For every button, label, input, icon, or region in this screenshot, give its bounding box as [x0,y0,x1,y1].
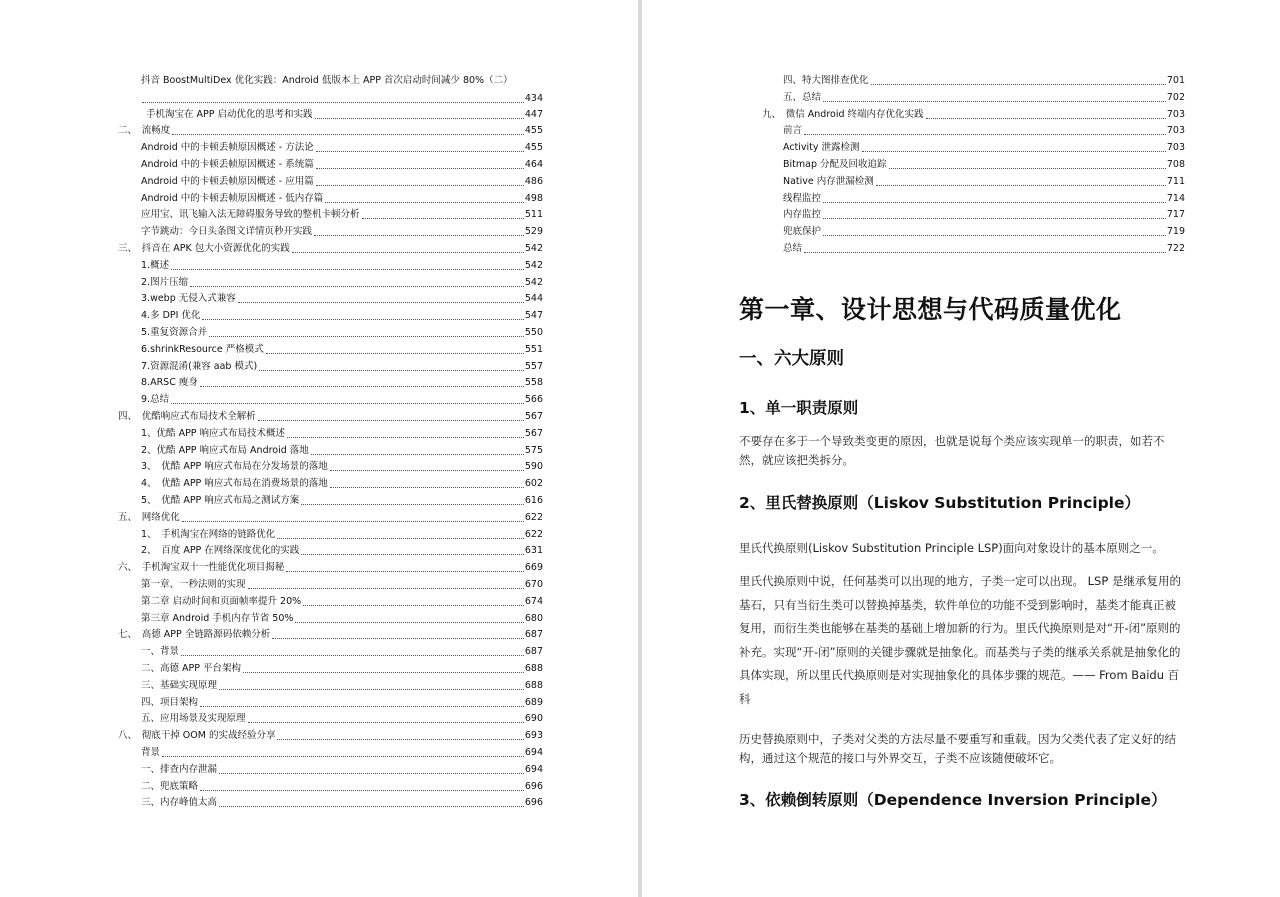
toc-leader-dots [200,705,524,707]
toc-entry-label: 二、兜底策略 [141,780,199,792]
toc-entry-page: 464 [524,159,543,170]
toc-entry[interactable] [141,392,543,408]
toc-entry[interactable] [141,476,543,492]
toc-leader-dots [330,469,524,471]
toc-entry[interactable] [141,375,543,391]
toc-entry[interactable] [141,762,543,778]
toc-leader-dots [238,301,524,303]
toc-leader-dots [823,217,1166,219]
toc-entry[interactable] [141,73,543,107]
toc-entry-page: 590 [524,461,543,473]
right-page [642,0,1280,897]
toc-entry-label: 三、内存峰值太高 [141,797,218,809]
toc-leader-dots [248,721,524,723]
toc-entry-page: 622 [524,528,543,540]
toc-leader-dots [172,133,524,135]
toc-entry-label: 六、 手机淘宝双十一性能优化项目揭秘 [118,562,285,574]
toc-leader-dots [303,604,524,606]
toc-entry-page: 688 [524,663,543,674]
toc-entry-label: Android 中的卡顿丢帧原因概述 - 应用篇 [141,175,314,187]
toc-entry-page: 670 [524,579,543,590]
toc-entry-page: 687 [524,646,543,658]
toc-entry-page: 722 [1166,243,1185,254]
toc-leader-dots [200,385,524,387]
toc-leader-dots [862,150,1166,152]
toc-leader-dots [181,654,524,656]
toc-entry-page: 717 [1166,209,1185,221]
toc-leader-dots [219,805,524,807]
toc-entry[interactable] [783,174,1185,190]
toc-entry-page: 690 [524,713,543,725]
toc-entry-label: 四、特大图排查优化 [783,75,869,86]
toc-leader-dots [314,234,524,236]
toc-entry-label: 2.图片压缩 [141,276,189,288]
heading-srp: 1、单一职责原则 [739,399,859,417]
toc-entry-label: 4、 优酷 APP 响应式布局在消费场景的落地 [141,478,328,490]
toc-entry[interactable] [783,157,1185,173]
toc-entry[interactable] [141,275,543,291]
toc-entry-label: Android 中的卡顿丢帧原因概述 - 方法论 [141,142,314,154]
toc-entry-label: 八、 彻底干掉 OOM 的实战经验分享 [118,730,276,742]
toc-entry-label: Bitmap 分配及回收追踪 [783,159,887,170]
toc-leader-dots [316,184,524,186]
paragraph-lsp-history: 历史替换原则中，子类对父类的方法尽量不要重写和重载。因为父类代表了定义好的结构，通过这个规范的接口与外界交互，子类不应该随便破坏它。 [739,732,1176,765]
toc-leader-dots [926,117,1166,119]
toc-entry-label: Android 中的卡顿丢帧原因概述 - 系统篇 [141,159,314,170]
toc-entry[interactable] [141,359,543,375]
toc-leader-dots [190,285,524,287]
toc-entry-page: 703 [1166,142,1185,154]
toc-entry[interactable] [141,224,543,240]
toc-entry-label: 线程监控 [783,192,822,204]
toc-entry[interactable] [146,107,543,123]
toc-entry[interactable] [141,493,543,509]
toc-entry[interactable] [141,157,543,173]
toc-entry[interactable] [118,560,543,576]
toc-leader-dots [325,201,524,203]
toc-entry-label: 手机淘宝在 APP 启动优化的思考和实践 [146,108,313,120]
toc-entry-page: 694 [524,763,543,775]
toc-entry-page: 551 [524,343,543,355]
toc-entry[interactable] [141,711,543,727]
toc-entry-page: 566 [524,394,543,406]
toc-entry-label: 1、优酷 APP 响应式布局技术概述 [141,427,286,439]
toc-entry[interactable] [783,224,1185,240]
toc-leader-dots [330,486,524,488]
toc-entry[interactable] [141,527,543,543]
chapter-title: 第一章、设计思想与代码质量优化 [739,295,1122,324]
toc-entry-page: 622 [524,511,543,523]
toc-entry-label: 9.总结 [141,394,170,406]
toc-entry-label: 第三章 Android 手机内存节省 50% [141,612,294,624]
toc-entry-page: 447 [524,108,543,120]
toc-entry-page: 547 [524,310,543,322]
toc-entry-label: 7.资源混淆(兼容 aab 模式) [141,360,258,372]
toc-entry[interactable] [118,409,543,425]
toc-entry[interactable] [141,140,543,156]
toc-leader-dots [292,251,524,253]
toc-entry-page: 703 [1166,125,1185,137]
toc-entry-page: 486 [524,175,543,187]
toc-leader-dots [219,772,524,774]
toc-entry-label: 九、 微信 Android 终端内存优化实践 [762,108,924,120]
toc-leader-dots [258,419,524,421]
toc-entry-page: 567 [524,427,543,439]
toc-leader-dots [200,789,524,791]
toc-entry-label: 总结 [783,243,803,254]
toc-entry-label: 背景 [141,747,161,758]
toc-entry[interactable] [141,779,543,795]
toc-entry-label: 1.概述 [141,259,170,271]
toc-entry-label: 前言 [783,125,803,137]
section-title: 一、六大原则 [739,349,844,369]
toc-entry-page: 542 [524,243,543,254]
toc-entry-page: 455 [524,142,543,154]
toc-entry-page: 711 [1166,175,1185,187]
toc-entry[interactable] [141,459,543,475]
toc-leader-dots [823,234,1166,236]
toc-leader-dots [182,520,524,522]
toc-entry[interactable] [141,426,543,442]
toc-leader-dots [889,167,1166,169]
toc-entry-label: Android 中的卡顿丢帧原因概述 - 低内存篇 [141,192,324,204]
toc-entry[interactable] [141,745,543,761]
toc-entry-page: 567 [524,411,543,422]
toc-entry-label: Activity 泄露检测 [783,142,860,154]
toc-entry-label: 五、应用场景及实现原理 [141,713,246,725]
toc-entry[interactable] [783,191,1185,207]
toc-entry[interactable] [783,123,1185,139]
toc-entry[interactable] [118,123,543,139]
toc-entry-label: 五、 网络优化 [118,511,180,523]
toc-entry[interactable] [141,258,543,274]
toc-entry-label: 七、 高德 APP 全链路源码依赖分析 [118,629,271,641]
toc-leader-dots [301,503,524,505]
paragraph-lsp-intro: 里氏代换原则(Liskov Substitution Principle LSP)面向对象设计的基本原则之一。 [739,541,1164,555]
toc-entry-page: 694 [524,747,543,758]
toc-leader-dots [162,755,524,757]
toc-leader-dots [301,553,524,555]
toc-entry-page: 687 [524,629,543,641]
toc-leader-dots [876,184,1166,186]
toc-entry-label: 兜底保护 [783,226,822,238]
toc-entry[interactable] [141,543,543,559]
toc-entry-page: 498 [524,192,543,204]
toc-entry-label: 5.重复资源合并 [141,327,208,338]
toc-entry-label: 5、 优酷 APP 响应式布局之测试方案 [141,495,300,506]
toc-entry-page: 616 [524,495,543,506]
toc-entry-page: 575 [524,444,543,456]
toc-entry-page: 719 [1166,226,1185,238]
toc-entry[interactable] [141,342,543,358]
toc-entry-label: 字节跳动：今日头条图文详情页秒开实践 [141,226,313,238]
toc-leader-dots [209,335,524,337]
toc-leader-dots [315,117,524,119]
toc-entry-label: 四、 优酷响应式布局技术全解析 [118,411,256,422]
toc-entry[interactable] [141,443,543,459]
toc-entry-label: 四、项目架构 [141,696,199,708]
toc-entry-page: 511 [524,209,543,221]
toc-entry-label: 第二章 启动时间和页面帧率提升 20% [141,595,302,607]
toc-entry[interactable] [141,291,543,307]
toc-leader-dots [823,201,1166,203]
toc-entry-label: 二、 流畅度 [118,125,171,137]
toc-entry[interactable] [762,107,1185,123]
toc-entry-page: 708 [1166,159,1185,170]
toc-leader-dots [277,537,524,539]
toc-entry[interactable] [141,174,543,190]
toc-entry-label: 6.shrinkResource 严格模式 [141,343,264,355]
toc-leader-dots [142,101,524,103]
toc-entry[interactable] [118,627,543,643]
toc-leader-dots [277,738,523,740]
toc-leader-dots [219,688,524,690]
toc-entry-label: 1、 手机淘宝在网络的链路优化 [141,528,276,540]
toc-leader-dots [202,318,523,320]
toc-leader-dots [311,453,524,455]
toc-entry-label: 3.webp 无侵入式兼容 [141,293,236,305]
toc-leader-dots [286,570,524,572]
toc-leader-dots [266,352,524,354]
toc-entry-page: 631 [524,545,543,557]
toc-entry-page: 557 [524,360,543,372]
toc-entry[interactable] [783,73,1185,89]
toc-entry-page: 544 [524,293,543,305]
toc-entry-label: 抖音 BoostMultiDex 优化实践：Android 低版本上 APP 首次启动时间减少 80%（二） [141,75,513,86]
toc-leader-dots [259,369,524,371]
toc-entry-page: 689 [524,696,543,708]
toc-entry-label: 三、 抖音在 APK 包大小资源优化的实践 [118,243,290,254]
paragraph-srp: 不要存在多于一个导致类变更的原因，也就是说每个类应该实现单一的职责，如若不然，就应该把类拆分。 [739,434,1165,467]
toc-leader-dots [272,637,524,639]
toc-entry-page: 688 [524,679,543,691]
toc-leader-dots [316,150,524,152]
toc-entry-page: 714 [1166,192,1185,204]
toc-entry-page: 674 [524,595,543,607]
toc-entry[interactable] [118,241,543,257]
toc-leader-dots [362,217,524,219]
toc-entry-label: 内存监控 [783,209,822,221]
toc-entry-label: 8.ARSC 瘦身 [141,377,198,389]
toc-entry-page: 703 [1166,108,1185,120]
toc-entry-page: 680 [524,612,543,624]
toc-entry-page: 550 [524,327,543,338]
toc-entry[interactable] [141,594,543,610]
toc-entry-page: 602 [524,478,543,490]
toc-entry[interactable] [141,644,543,660]
toc-leader-dots [287,436,524,438]
toc-entry[interactable] [783,140,1185,156]
toc-entry-page: 696 [524,780,543,792]
heading-dip: 3、依赖倒转原则（Dependence Inversion Principle） [739,791,1167,809]
toc-entry-page: 696 [524,797,543,809]
toc-entry-label: 2、优酷 APP 响应式布局 Android 落地 [141,444,309,456]
toc-entry[interactable] [783,241,1185,257]
toc-entry-page: 542 [524,276,543,288]
toc-entry-label: 4.多 DPI 优化 [141,310,201,322]
heading-lsp: 2、里氏替换原则（Liskov Substitution Principle） [739,494,1141,512]
toc-leader-dots [804,251,1166,253]
toc-entry-continuation [141,89,543,107]
toc-leader-dots [804,133,1166,135]
toc-entry[interactable] [118,728,543,744]
paragraph-lsp-detail: 里氏代换原则中说，任何基类可以出现的地方，子类一定可以出现。 LSP 是继承复用的基石，只有当衍生类可以替换掉基类，软件单位的功能不受到影响时，基类才能真正被复用，而衍生类也能够在基类的基础上增加新的行为。里氏代换原则是对“开-闭”原则的补充。实现“开-闭”原则的关键步骤就是抽象化。而基类与子类的继承关系就是抽象化的具体实现，所以里氏代换原则是对实现抽象化的具体步骤的规范。—— From Baidu 百科 [739,574,1181,706]
left-page [0,0,638,897]
toc-entry-label: 3、 优酷 APP 响应式布局在分发场景的落地 [141,461,328,473]
toc-leader-dots [823,100,1166,102]
toc-entry[interactable] [141,207,543,223]
toc-leader-dots [171,402,524,404]
toc-entry-label: 2、 百度 APP 在网络深度优化的实践 [141,545,300,557]
toc-entry-page: 529 [524,226,543,238]
toc-entry-label: 应用宝、讯飞输入法无障碍服务导致的整机卡顿分析 [141,209,360,221]
toc-entry[interactable] [141,678,543,694]
toc-entry[interactable] [141,308,543,324]
toc-entry[interactable] [141,191,543,207]
toc-entry-page: 542 [524,259,543,271]
toc-entry[interactable] [141,661,543,677]
toc-entry[interactable] [783,90,1185,106]
toc-entry-label: 一、背景 [141,646,180,658]
toc-entry-label: 二、高德 APP 平台架构 [141,663,241,674]
toc-entry[interactable] [141,611,543,627]
toc-entry-page: 701 [1166,75,1185,86]
toc-entry-label: 第一章、一秒法则的实现 [141,579,246,590]
toc-entry-label: 三、基础实现原理 [141,679,218,691]
toc-leader-dots [248,587,524,589]
toc-entry[interactable] [141,795,543,811]
toc-entry[interactable] [141,325,543,341]
toc-leader-dots [316,167,524,169]
toc-entry-page: 455 [524,125,543,137]
toc-leader-dots [171,268,524,270]
toc-entry-page: 669 [524,562,543,574]
toc-entry[interactable] [141,695,543,711]
toc-entry-label: 一、排查内存泄漏 [141,763,218,775]
toc-entry[interactable] [118,510,543,526]
toc-entry-page: 558 [524,377,543,389]
toc-leader-dots [871,83,1166,85]
toc-entry-label: 五、总结 [783,91,822,103]
toc-leader-dots [295,621,523,623]
toc-leader-dots [243,671,524,673]
toc-entry-page: 702 [1166,91,1185,103]
toc-entry[interactable] [783,207,1185,223]
toc-entry-page: 434 [524,93,543,104]
toc-entry-page: 693 [524,730,543,742]
toc-entry[interactable] [141,577,543,593]
toc-entry-label: Native 内存泄漏检测 [783,175,874,187]
